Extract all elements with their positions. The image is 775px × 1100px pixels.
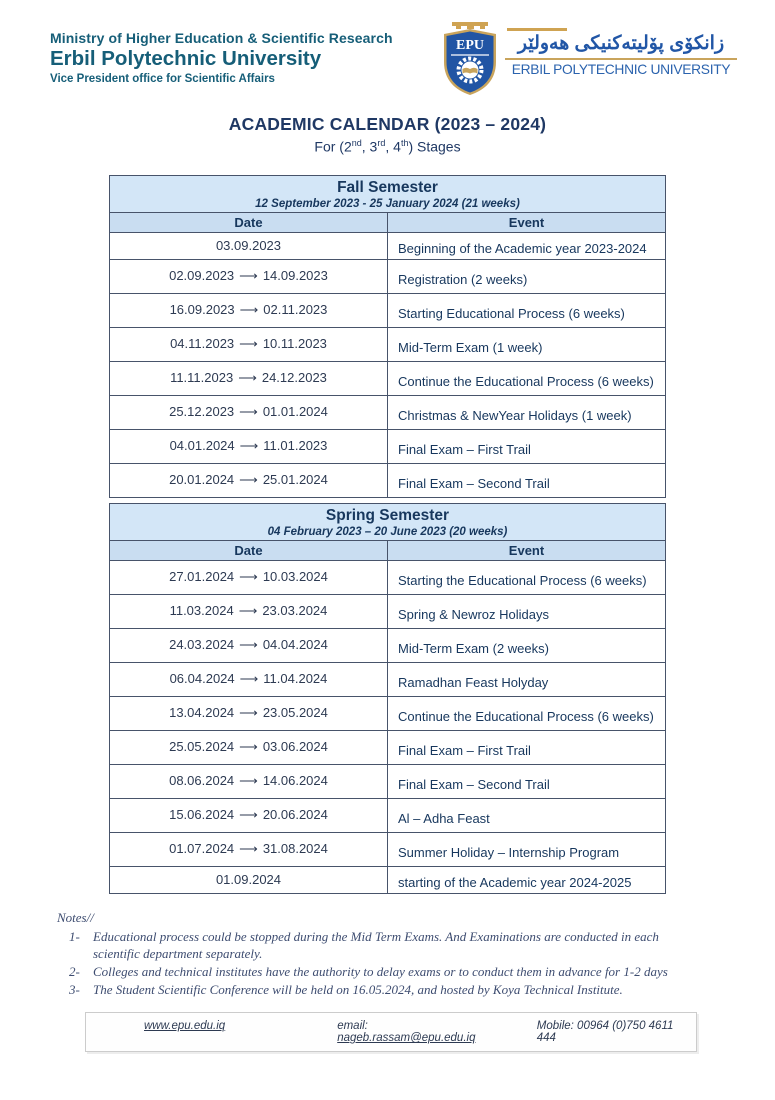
subtitle-segment: ) Stages [408, 138, 461, 155]
arrow-icon: ⟶ [239, 336, 258, 352]
arrow-icon: ⟶ [239, 841, 258, 857]
subtitle-segment: , 4 [385, 138, 401, 155]
arrow-icon: ⟶ [239, 671, 259, 687]
date-range [110, 798, 388, 832]
event-label: Christmas & NewYear Holidays (1 week) [388, 395, 666, 429]
column-header-date: Date [110, 212, 388, 232]
column-header-event: Event [388, 540, 666, 560]
university-line: Erbil Polytechnic University [50, 47, 322, 70]
event-label: Continue the Educational Process (6 weeks) [388, 361, 666, 395]
start-date: 24.03.2024 [169, 637, 235, 653]
note-text: Educational process could be stopped during the Mid Term Exams. And Examinations are conducted in each scientific department separately. [93, 928, 659, 961]
epu-shield-icon [442, 22, 498, 96]
note-item [57, 981, 735, 998]
arrow-icon: ⟶ [239, 438, 259, 454]
calendar-tables [109, 175, 666, 894]
table-row [110, 628, 666, 662]
document-header [0, 20, 775, 96]
start-date: 01.09.2024 [215, 872, 282, 888]
end-date: 10.11.2023 [262, 336, 327, 352]
end-date: 23.05.2024 [262, 705, 328, 721]
end-date: 11.01.2023 [263, 438, 328, 454]
date-range [110, 730, 388, 764]
logo-gold-accent [507, 28, 567, 31]
start-date: 15.06.2024 [169, 807, 235, 823]
table-row [110, 429, 666, 463]
end-date: 31.08.2024 [262, 841, 328, 857]
event-label: Continue the Educational Process (6 weeks) [388, 696, 666, 730]
subtitle-segment: th [400, 138, 409, 148]
start-date: 08.06.2024 [169, 773, 235, 789]
end-date: 14.09.2023 [262, 268, 328, 284]
end-date: 23.03.2024 [262, 603, 328, 619]
arrow-icon: ⟶ [239, 807, 258, 823]
semester-period: 12 September 2023 - 25 January 2024 (21 weeks) [255, 197, 520, 210]
date-range [110, 327, 388, 361]
table-row [110, 395, 666, 429]
logo-kurdish-name: زانکۆی پۆلیتەکنیکی هەولێر [517, 33, 725, 54]
end-date: 02.11.2023 [263, 302, 328, 318]
arrow-icon: ⟶ [239, 472, 258, 488]
event-label: Mid-Term Exam (1 week) [388, 327, 666, 361]
event-label: starting of the Academic year 2024-2025 [388, 866, 666, 893]
table-row [110, 696, 666, 730]
office-line: Vice President office for Scientific Affairs [50, 73, 275, 85]
note-item [57, 963, 735, 980]
date-range [110, 395, 388, 429]
logo-english-name: ERBIL POLYTECHNIC UNIVERSITY [511, 62, 731, 78]
arrow-icon: ⟶ [239, 773, 258, 789]
stages-subtitle [0, 138, 775, 155]
subtitle-segment: nd [351, 138, 362, 148]
start-date: 03.09.2023 [215, 238, 282, 254]
semester-period: 04 February 2023 – 20 June 2023 (20 weeks) [267, 525, 508, 538]
arrow-icon: ⟶ [239, 268, 258, 284]
arrow-icon: ⟶ [239, 739, 258, 755]
table-row [110, 866, 666, 893]
mobile-label: Mobile: [536, 1020, 578, 1033]
event-label: Starting Educational Process (6 weeks) [388, 293, 666, 327]
spring-semester-header [110, 503, 666, 540]
note-number: 2- [69, 963, 80, 979]
end-date: 24.12.2023 [261, 370, 327, 386]
table-row [110, 764, 666, 798]
note-item [57, 928, 735, 962]
ministry-line: Ministry of Higher Education & Scientific Research [50, 30, 393, 46]
fall-semester-table [109, 175, 666, 498]
table-row [110, 293, 666, 327]
date-range [110, 259, 388, 293]
date-range [110, 764, 388, 798]
semester-name: Fall Semester [337, 178, 438, 196]
note-number: 1- [69, 928, 80, 944]
end-date: 04.04.2024 [262, 637, 328, 653]
page-title: ACADEMIC CALENDAR (2023 – 2024) [228, 114, 547, 134]
event-label: Final Exam – First Trail [388, 730, 666, 764]
date-range [110, 361, 388, 395]
table-row [110, 832, 666, 866]
note-number: 3- [69, 982, 80, 998]
event-label: Final Exam – First Trail [388, 429, 666, 463]
subtitle-segment: , 3 [361, 138, 378, 155]
event-label: Starting the Educational Process (6 weeks) [388, 560, 666, 594]
table-row [110, 798, 666, 832]
mobile-group [537, 1020, 686, 1044]
date-range [110, 232, 388, 259]
start-date: 11.11.2023 [170, 370, 234, 386]
contact-footer [85, 1012, 697, 1052]
logo-gold-divider [505, 58, 737, 61]
arrow-icon: ⟶ [239, 705, 258, 721]
start-date: 06.04.2024 [169, 671, 235, 687]
table-row [110, 463, 666, 497]
start-date: 13.04.2024 [169, 705, 235, 721]
note-text: Colleges and technical institutes have the authority to delay exams or to conduct them in advance for 1-2 days [93, 963, 668, 979]
date-range [110, 662, 388, 696]
end-date: 10.03.2024 [262, 569, 328, 585]
start-date: 25.05.2024 [169, 739, 235, 755]
start-date: 25.12.2023 [169, 404, 235, 420]
column-header-event: Event [388, 212, 666, 232]
start-date: 04.11.2023 [170, 336, 235, 352]
email-label: email: [337, 1020, 368, 1033]
table-row [110, 560, 666, 594]
date-range [110, 866, 388, 893]
semester-name: Spring Semester [325, 506, 450, 524]
note-text: The Student Scientific Conference will be held on 16.05.2024, and hosted by Koya Technical Institute. [93, 982, 623, 998]
arrow-icon: ⟶ [238, 603, 258, 619]
start-date: 20.01.2024 [169, 472, 235, 488]
table-row [110, 662, 666, 696]
start-date: 27.01.2024 [169, 569, 235, 585]
end-date: 14.06.2024 [262, 773, 328, 789]
event-label: Registration (2 weeks) [388, 259, 666, 293]
date-range [110, 463, 388, 497]
start-date: 01.07.2024 [169, 841, 235, 857]
table-row [110, 361, 666, 395]
table-row [110, 259, 666, 293]
arrow-icon: ⟶ [239, 637, 258, 653]
start-date: 11.03.2024 [169, 603, 234, 619]
arrow-icon: ⟶ [238, 370, 257, 386]
svg-text:EPU: EPU [456, 38, 484, 53]
letterhead-text [50, 22, 393, 96]
table-row [110, 594, 666, 628]
arrow-icon: ⟶ [239, 404, 258, 420]
email-group [337, 1020, 499, 1044]
arrow-icon: ⟶ [239, 302, 259, 318]
start-date: 02.09.2023 [169, 268, 235, 284]
arrow-icon: ⟶ [239, 569, 258, 585]
event-label: Al – Adha Feast [388, 798, 666, 832]
end-date: 25.01.2024 [262, 472, 328, 488]
date-range [110, 429, 388, 463]
end-date: 01.01.2024 [262, 404, 328, 420]
logo-wordmark [505, 22, 737, 77]
table-row [110, 730, 666, 764]
column-header-date: Date [110, 540, 388, 560]
subtitle-segment: rd [377, 138, 386, 148]
event-label: Spring & Newroz Holidays [388, 594, 666, 628]
fall-semester-header [110, 175, 666, 212]
mobile-number: 00964 (0)750 4611 444 [536, 1020, 674, 1045]
website-link[interactable]: www.epu.edu.iq [144, 1020, 226, 1033]
event-label: Beginning of the Academic year 2023-2024 [388, 232, 666, 259]
table-row [110, 232, 666, 259]
end-date: 03.06.2024 [262, 739, 328, 755]
event-label: Ramadhan Feast Holyday [388, 662, 666, 696]
start-date: 04.01.2024 [169, 438, 235, 454]
university-logo [442, 22, 737, 96]
notes-list [57, 928, 735, 999]
start-date: 16.09.2023 [169, 302, 235, 318]
event-label: Summer Holiday – Internship Program [388, 832, 666, 866]
subtitle-segment: For (2 [314, 138, 352, 155]
event-label: Final Exam – Second Trail [388, 764, 666, 798]
table-row [110, 327, 666, 361]
date-range [110, 832, 388, 866]
event-label: Final Exam – Second Trail [388, 463, 666, 497]
date-range [110, 560, 388, 594]
event-label: Mid-Term Exam (2 weeks) [388, 628, 666, 662]
date-range [110, 293, 388, 327]
date-range [110, 628, 388, 662]
end-date: 20.06.2024 [262, 807, 328, 823]
date-range [110, 594, 388, 628]
date-range [110, 696, 388, 730]
end-date: 11.04.2024 [263, 671, 328, 687]
notes-section [57, 910, 735, 999]
notes-heading: Notes// [57, 909, 94, 925]
spring-semester-table [109, 503, 666, 894]
title-block [0, 114, 775, 155]
email-link[interactable]: nageb.rassam@epu.edu.iq [337, 1032, 476, 1045]
